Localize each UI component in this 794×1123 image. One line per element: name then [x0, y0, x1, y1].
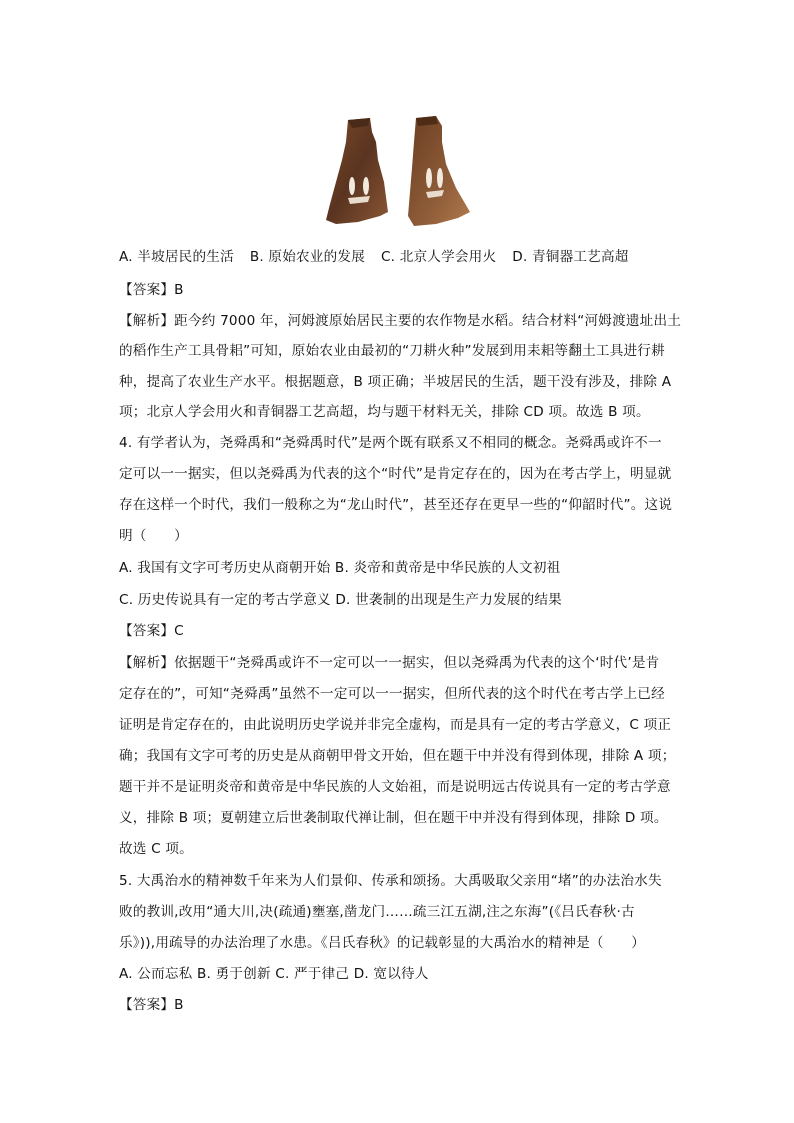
q4-analysis-line: 确；我国有文字可考的历史是从商朝甲骨文开始，但在题干中并没有得到体现，排除 A 项； — [119, 748, 676, 764]
q4-options-line: A. 我国有文字可考历史从商朝开始 B. 炎帝和黄帝是中华民族的人文初祖 — [119, 560, 561, 576]
q4-stem-line: 明（ ） — [119, 528, 188, 544]
q4-stem-line: 定可以一一据实，但以尧舜禹为代表的这个“时代”是肯定存在的，因为在考古学上，明显就 — [119, 466, 672, 482]
q4-analysis-line: 义，排除 B 项；夏朝建立后世袭制取代禅让制，但在题干中并没有得到体现，排除 D 项。 — [119, 810, 668, 826]
q5-stem-line: 败的教训,改用“通大川,决(疏通)壅塞,凿龙门……疏三江五湖,注之东海”(《吕氏春秋·古 — [119, 904, 635, 920]
bone-spade-artifacts-photo — [318, 112, 478, 230]
q3-option-c: C. 北京人学会用火 — [380, 249, 497, 265]
q3-option-d: D. 青铜器工艺高超 — [512, 249, 629, 265]
q5-stem-line: 乐》)),用疏导的办法治理了水患。《吕氏春秋》的记载彰显的大禹治水的精神是（ ） — [119, 935, 646, 951]
q4-stem-line: 4. 有学者认为，尧舜禹和“尧舜禹时代”是两个既有联系又不相同的概念。尧舜禹或许不一 — [119, 435, 662, 451]
q3-options — [119, 247, 629, 267]
q3-analysis-line: 的稻作生产工具骨耜”可知，原始农业由最初的“刀耕火种”发展到用耒耜等翻土工具进行耕 — [119, 343, 665, 359]
q5-options-line: A. 公而忘私 B. 勇于创新 C. 严于律己 D. 宽以待人 — [119, 966, 429, 982]
q4-analysis-line: 题干并不是证明炎帝和黄帝是中华民族的人文始祖，而是说明远古传说具有一定的考古学意 — [119, 779, 671, 795]
q4-answer: 【答案】C — [119, 623, 184, 639]
q4-analysis-line: 证明是肯定存在的，由此说明历史学说并非完全虚构，而是具有一定的考古学意义，C 项正 — [119, 717, 672, 733]
q3-analysis-line: 项；北京人学会用火和青铜器工艺高超，均与题干材料无关，排除 CD 项。故选 B 项。 — [119, 404, 650, 420]
q4-analysis-line: 故选 C 项。 — [119, 841, 193, 857]
q4-analysis-line: 【解析】依据题干“尧舜禹或许不一定可以一一据实，但以尧舜禹为代表的这个‘时代’是肯 — [119, 655, 660, 671]
q3-analysis-line: 【解析】距今约 7000 年，河姆渡原始居民主要的农作物是水稻。结合材料“河姆渡遗址出土 — [119, 313, 682, 329]
q3-option-a: A. 半坡居民的生活 — [119, 249, 234, 265]
q5-stem-line: 5. 大禹治水的精神数千年来为人们景仰、传承和颂扬。大禹吸取父亲用“堵”的办法治水失 — [119, 873, 662, 889]
q5-answer: 【答案】B — [119, 997, 184, 1013]
q4-analysis-line: 定存在的”，可知“尧舜禹”虽然不一定可以一一据实，但所代表的这个时代在考古学上已经 — [119, 686, 665, 702]
q3-answer: 【答案】B — [119, 282, 184, 298]
q3-option-b: B. 原始农业的发展 — [249, 249, 365, 265]
q3-analysis-line: 种，提高了农业生产水平。根据题意，B 项正确；半坡居民的生活，题干没有涉及，排除 A — [119, 374, 672, 390]
q4-options-line: C. 历史传说具有一定的考古学意义 D. 世袭制的出现是生产力发展的结果 — [119, 592, 562, 608]
q4-stem-line: 存在这样一个时代，我们一般称之为“龙山时代”，甚至还存在更早一些的“仰韶时代”。这说 — [119, 497, 673, 513]
